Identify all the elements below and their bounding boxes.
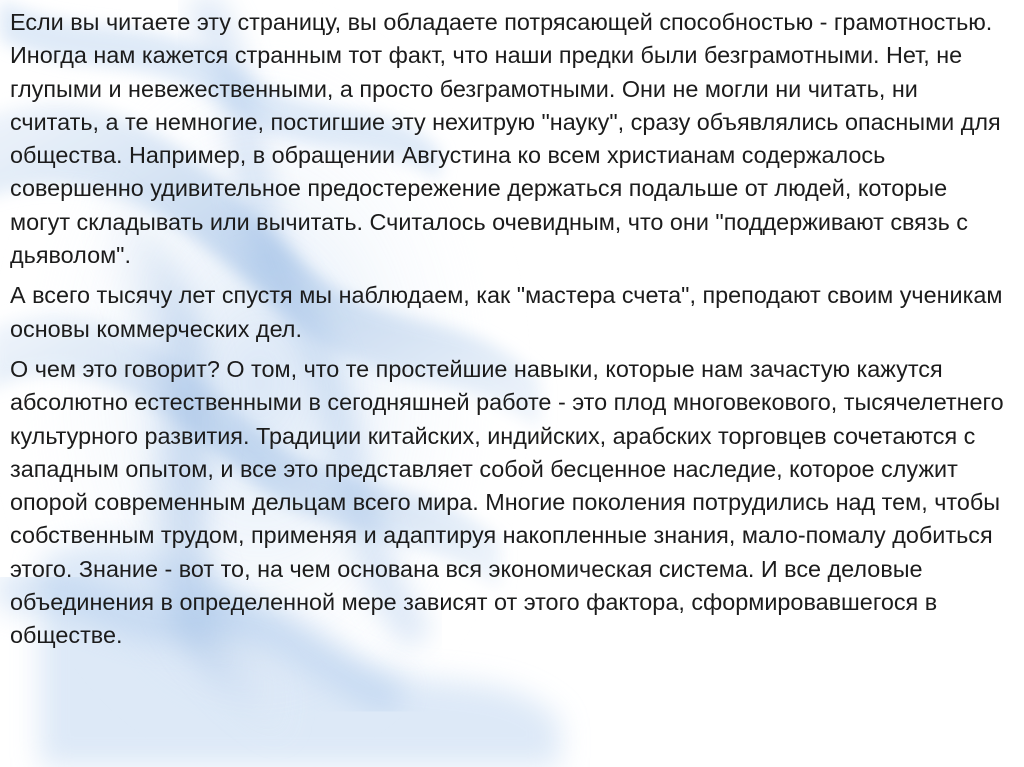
slide-text-body bbox=[10, 6, 1010, 653]
paragraph-literacy: Если вы читаете эту страницу, вы обладаете потрясающей способностью - грамотностью. Иногда нам кажется странным тот факт, что наши предки были безграмотными. Нет, не глупыми и невежественными, а просто безграмотными. Они не могли ни читать, ни считать, а те немногие, постигшие эту нехитрую "науку", сразу объявлялись опасными для общества. Например, в обращении Августина ко всем христианам содержалось совершенно удивительное предостережение держаться подальше от людей, которые могут складывать или вычитать. Считалось очевидным, что они "поддерживают связь с дьяволом". bbox=[10, 9, 1001, 269]
paragraph-knowledge-heritage: О чем это говорит? О том, что те простейшие навыки, которые нам зачастую кажутся абсолютно естественными в сегодняшней работе - это плод многовекового, тысячелетнего культурного развития. Традиции китайских, индийских, арабских торговцев сочетаются с западным опытом, и все это представляет собой бесценное наследие, которое служит опорой современным дельцам всего мира. Многие поколения потрудились над тем, чтобы собственным трудом, применяя и адаптируя накопленные знания, мало-помалу добиться этого. Знание - вот то, на чем основана вся экономическая система. И все деловые объединения в определенной мере зависят от этого фактора, сформировавшегося в обществе. bbox=[10, 355, 1004, 649]
paragraph-counting-masters: А всего тысячу лет спустя мы наблюдаем, как "мастера счета", преподают своим ученикам основы коммерческих дел. bbox=[10, 282, 1003, 342]
